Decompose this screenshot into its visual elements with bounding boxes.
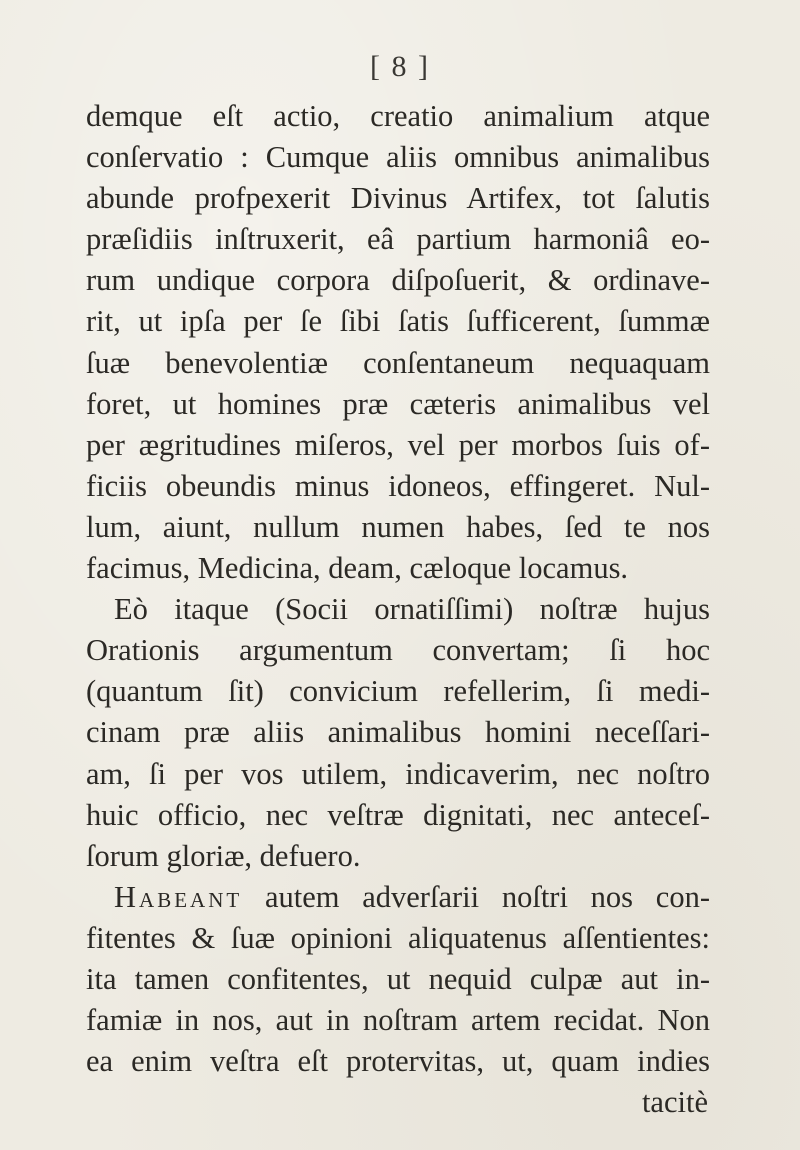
text-line: cinam præ aliis animalibus homini neceſſari- [86,715,710,750]
text-line: ea enim veſtra eſt protervitas, ut, quam indies [86,1044,710,1079]
text-line [86,877,710,918]
text-line: demque eſt actio, creatio animalium atque [86,99,710,133]
text-line: Orationis argumentum convertam; ſi hoc [86,633,710,668]
text-line: lum, aiunt, nullum numen habes, ſed te nos [86,509,710,544]
page-number: [ 8 ] [370,50,430,83]
text-line: abunde profpexerit Divinus Artifex, tot ſalutis [86,181,710,216]
text-line: huic officio, nec veſtræ dignitati, nec anteceſ- [86,797,710,832]
text-line: conſervatio : Cumque aliis omnibus animalibus [86,140,710,175]
text-line: am, ſi per vos utilem, indicaverim, nec noſtro [86,756,710,791]
text-line: præſidiis inſtruxerit, eâ partium harmoniâ eo- [86,222,710,257]
body-text [86,96,710,1123]
text-line: ſorum gloriæ, defuero. [86,838,361,873]
text-line: ſuæ benevolentiæ conſentaneum nequaquam [86,345,710,380]
text-line: (quantum ſit) convicium refellerim, ſi medi- [86,674,710,709]
text-span: autem adverſarii noſtri nos con- [264,879,711,914]
text-line: fitentes & ſuæ opinioni aliquatenus aſſentientes: [86,920,710,955]
text-line: ita tamen confitentes, ut nequid culpæ aut in- [86,961,710,996]
paragraph-lead-word: Habeant [114,879,243,914]
text-line: rit, ut ipſa per ſe ſibi ſatis ſufficerent, ſummæ [86,304,710,339]
text-line: famiæ in nos, aut in noſtram artem recidat. Non [86,1003,710,1038]
text-line: per ægritudines miſeros, vel per morbos ſuis of- [86,427,710,462]
text-line: facimus, Medicina, deam, cæloque locamus. [86,551,629,586]
text-line: Eò itaque (Socii ornatiſſimi) noſtræ hujus [114,592,710,627]
text-line: ficiis obeundis minus idoneos, effingeret. Nul- [86,468,710,503]
catchword: tacitè [641,1085,708,1120]
text-line: foret, ut homines præ cæteris animalibus vel [86,386,710,421]
text-line: rum undique corpora diſpoſuerit, & ordinave- [86,263,710,298]
